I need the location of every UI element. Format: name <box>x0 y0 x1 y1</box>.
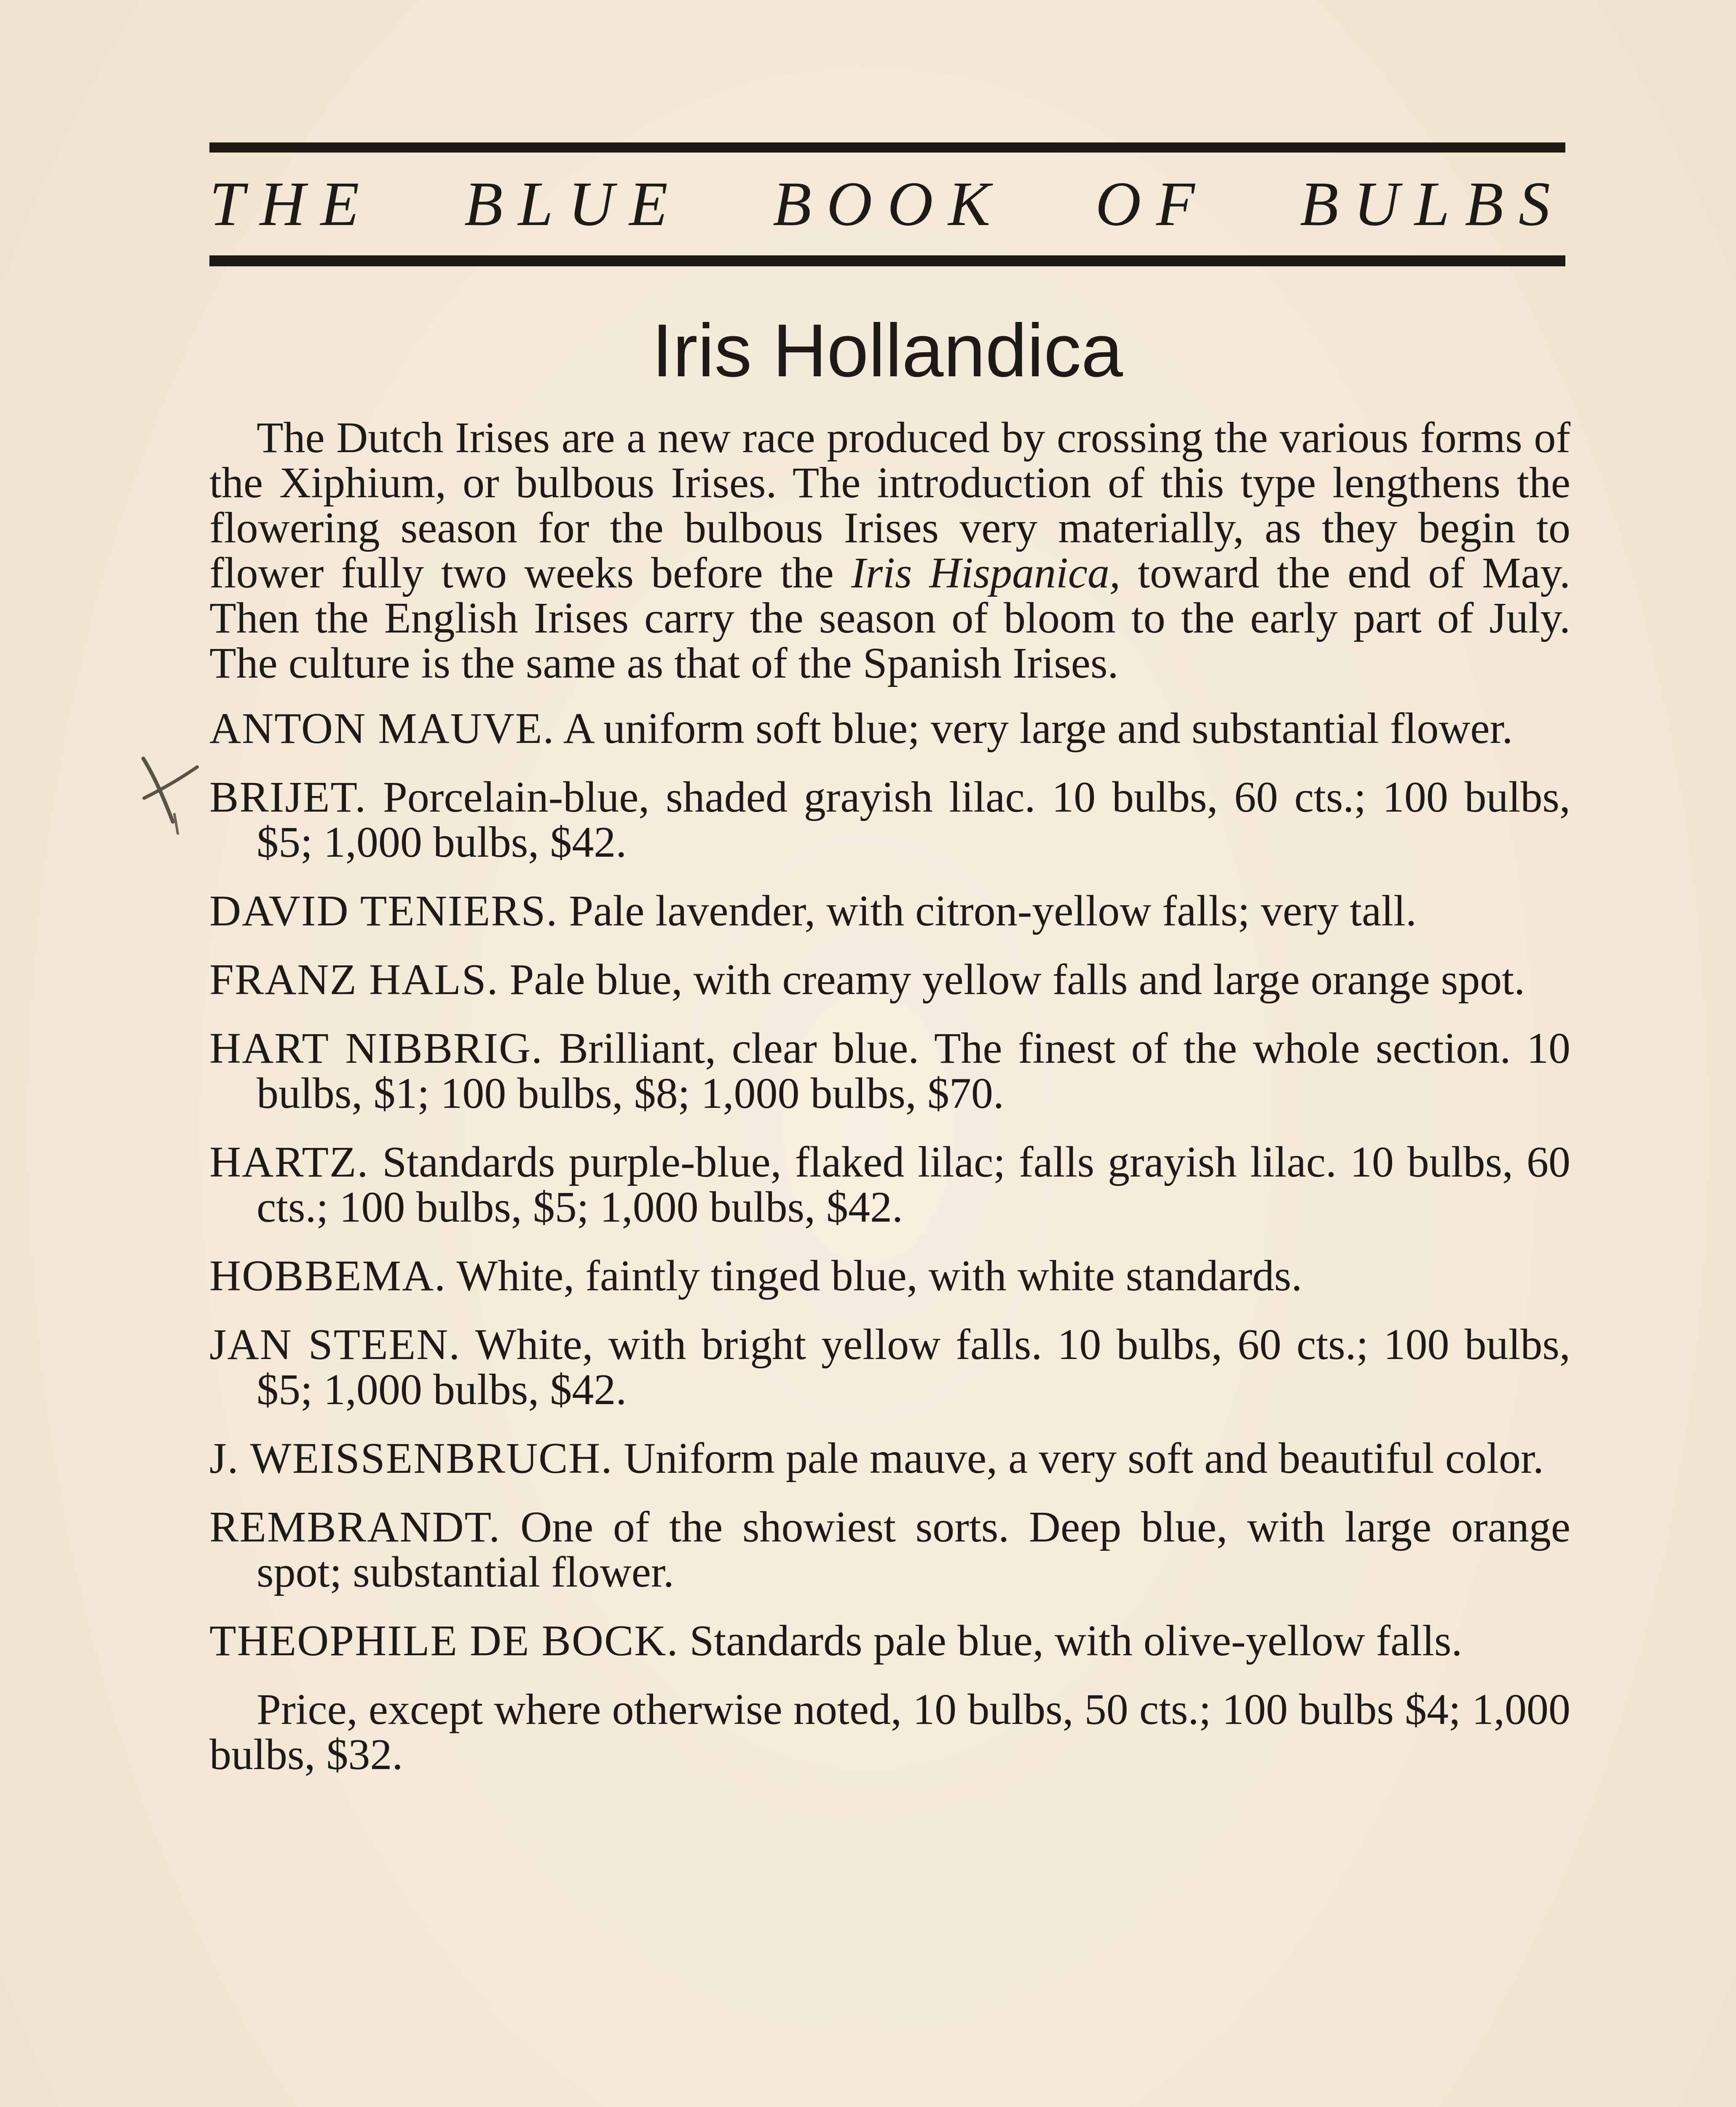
header-rule-bottom <box>209 255 1565 266</box>
variety-description: Pale blue, with creamy yellow falls and large orange spot. <box>509 955 1525 1004</box>
variety-entry <box>209 1253 1570 1298</box>
intro-text-part2: toward the end of May. Then the English Irises carry the season of bloom to the early part of July. The culture is the same as that of the Spanish Irises. <box>209 549 1570 687</box>
pencil-mark-icon <box>134 751 210 839</box>
variety-entry <box>209 957 1570 1002</box>
variety-name: BRIJET. <box>209 773 367 821</box>
variety-description: Pale lavender, with citron-yellow falls; very tall. <box>569 887 1417 935</box>
running-title-word: BOOK <box>773 169 1006 239</box>
variety-name: J. WEISSENBRUCH. <box>209 1434 613 1482</box>
intro-paragraph <box>209 415 1570 686</box>
variety-name: FRANZ HALS. <box>209 955 499 1004</box>
variety-entry <box>209 888 1570 933</box>
variety-description: One of the showiest sorts. Deep blue, with large orange spot; substantial flower. <box>257 1503 1570 1596</box>
variety-description: Porcelain-blue, shaded grayish lilac. 10 bulbs, 60 cts.; 100 bulbs, $5; 1,000 bulbs, $42. <box>257 773 1571 866</box>
variety-description: Uniform pale mauve, a very soft and beautiful color. <box>624 1434 1544 1482</box>
variety-description: A uniform soft blue; very large and substantial flower. <box>563 704 1513 753</box>
variety-entry <box>209 1026 1570 1116</box>
variety-name: REMBRANDT. <box>209 1503 501 1551</box>
running-title-word: OF <box>1095 169 1210 239</box>
page-title: Iris Hollandica <box>652 308 1123 392</box>
variety-name: HARTZ. <box>209 1138 369 1186</box>
variety-entry <box>209 1504 1570 1595</box>
running-title-word: BLUE <box>464 169 683 239</box>
running-title-word: THE <box>209 169 375 239</box>
variety-description: Brilliant, clear blue. The finest of the whole section. 10 bulbs, $1; 100 bulbs, $8; 1,000 bulbs, $70. <box>257 1024 1570 1118</box>
variety-entry <box>209 1322 1570 1412</box>
running-title <box>209 153 1565 255</box>
page-body <box>209 415 1570 1777</box>
variety-name: THEOPHILE DE BOCK. <box>209 1616 679 1665</box>
variety-description: Standards purple-blue, flaked lilac; falls grayish lilac. 10 bulbs, 60 cts.; 100 bulbs, $5; 1,000 bulbs, $42. <box>257 1138 1570 1231</box>
intro-text-part1: The Dutch Irises are a new race produced by crossing the various forms of the Xiphium, or bulbous Irises. The introduction of this type lengthens the flowering season for the bulbous Irises very materially, as they begin to flower fully two weeks before the <box>209 413 1570 597</box>
variety-description: White, with bright yellow falls. 10 bulbs, 60 cts.; 100 bulbs, $5; 1,000 bulbs, $42. <box>257 1320 1570 1414</box>
price-note: Price, except where otherwise noted, 10 bulbs, 50 cts.; 100 bulbs $4; 1,000 bulbs, $32. <box>209 1685 1570 1779</box>
variety-name: HOBBEMA. <box>209 1252 447 1300</box>
running-header <box>209 142 1565 266</box>
variety-entry <box>209 1618 1570 1663</box>
variety-name: DAVID TENIERS. <box>209 887 558 935</box>
intro-italic-term: Iris Hispanica, <box>851 549 1121 597</box>
header-rule-top <box>209 142 1565 153</box>
variety-entry <box>209 1436 1570 1481</box>
variety-entry <box>209 706 1570 751</box>
variety-name: HART NIBBRIG. <box>209 1024 544 1072</box>
variety-entry <box>209 775 1570 865</box>
variety-name: ANTON MAUVE. <box>209 704 555 753</box>
running-title-word: BULBS <box>1299 169 1565 239</box>
variety-description: White, faintly tinged blue, with white standards. <box>456 1252 1302 1300</box>
variety-name: JAN STEEN. <box>209 1320 461 1369</box>
variety-description: Standards pale blue, with olive-yellow falls. <box>689 1616 1463 1665</box>
variety-entry <box>209 1139 1570 1230</box>
